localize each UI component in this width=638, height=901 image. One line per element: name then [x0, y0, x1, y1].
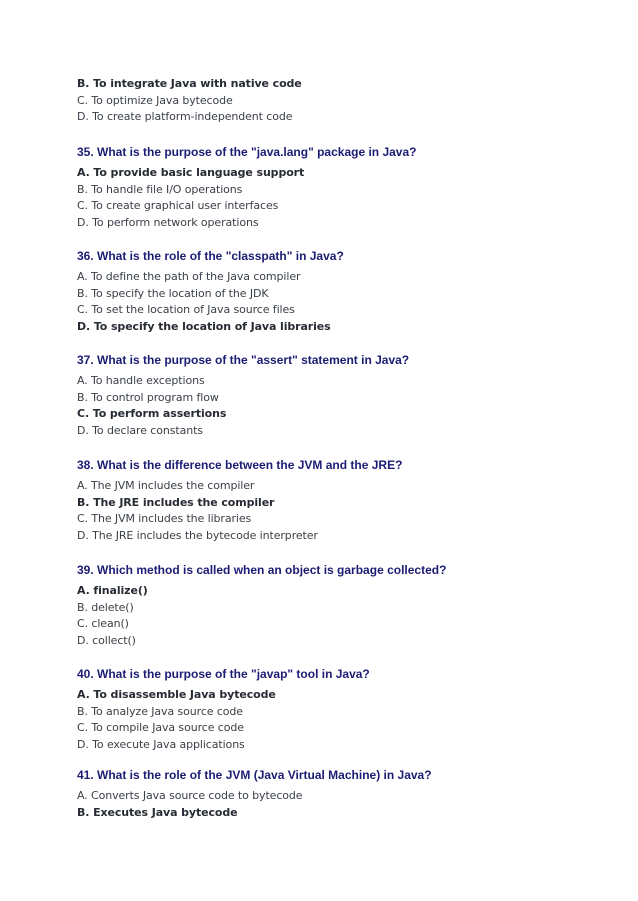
option-item: C. To set the location of Java source files: [77, 303, 295, 316]
question-text: 36. What is the role of the "classpath" in Java?: [77, 249, 344, 263]
question-39-block: [77, 562, 618, 649]
option-item: C. clean(): [77, 617, 129, 630]
question-text: 35. What is the purpose of the "java.lang" package in Java?: [77, 145, 417, 159]
option-item: A. To handle exceptions: [77, 374, 205, 387]
option-item: B. delete(): [77, 600, 134, 614]
correct-option-item: B. The JRE includes the compiler: [77, 495, 275, 509]
option-item: C. To optimize Java bytecode: [77, 93, 233, 107]
option-item: D. The JRE includes the bytecode interpreter: [77, 528, 318, 542]
option-item: D. To execute Java applications: [77, 737, 245, 751]
correct-option-item: B. To integrate Java with native code: [77, 77, 302, 90]
question-41-block: [77, 767, 618, 821]
option-item: C. To compile Java source code: [77, 721, 244, 734]
option-item: A. To define the path of the Java compiler: [77, 270, 301, 283]
question-text: 41. What is the role of the JVM (Java Virtual Machine) in Java?: [77, 768, 432, 782]
correct-option-item: A. To provide basic language support: [77, 166, 305, 179]
option-item: C. To create graphical user interfaces: [77, 199, 279, 212]
question-35-block: [77, 144, 618, 231]
question-text: 39. Which method is called when an object is garbage collected?: [77, 563, 447, 577]
option-item: A. Converts Java source code to bytecode: [77, 789, 303, 802]
correct-option-item: A. finalize(): [77, 584, 148, 597]
option-item: D. To declare constants: [77, 423, 203, 437]
option-item: D. To perform network operations: [77, 215, 259, 229]
option-item: D. collect(): [77, 633, 136, 647]
option-item: B. To control program flow: [77, 390, 219, 404]
question-37-block: [77, 352, 618, 439]
option-item: C. The JVM includes the libraries: [77, 512, 252, 525]
question-38-block: [77, 457, 618, 544]
correct-option-item: B. Executes Java bytecode: [77, 805, 238, 819]
question-36-block: [77, 248, 618, 335]
question-40-block: [77, 666, 618, 753]
question-text: 38. What is the difference between the JVM and the JRE?: [77, 458, 403, 472]
option-item: D. To create platform-independent code: [77, 110, 293, 123]
option-item: B. To handle file I/O operations: [77, 182, 243, 196]
question-text: 37. What is the purpose of the "assert" statement in Java?: [77, 353, 410, 367]
correct-option-item: A. To disassemble Java bytecode: [77, 688, 276, 701]
question-text: 40. What is the purpose of the "javap" tool in Java?: [77, 667, 370, 681]
correct-option-item: C. To perform assertions: [77, 407, 227, 420]
continued-options-block: [77, 76, 302, 126]
correct-option-item: D. To specify the location of Java libraries: [77, 319, 331, 333]
option-item: A. The JVM includes the compiler: [77, 479, 255, 492]
option-item: B. To specify the location of the JDK: [77, 286, 269, 300]
option-item: B. To analyze Java source code: [77, 704, 243, 718]
